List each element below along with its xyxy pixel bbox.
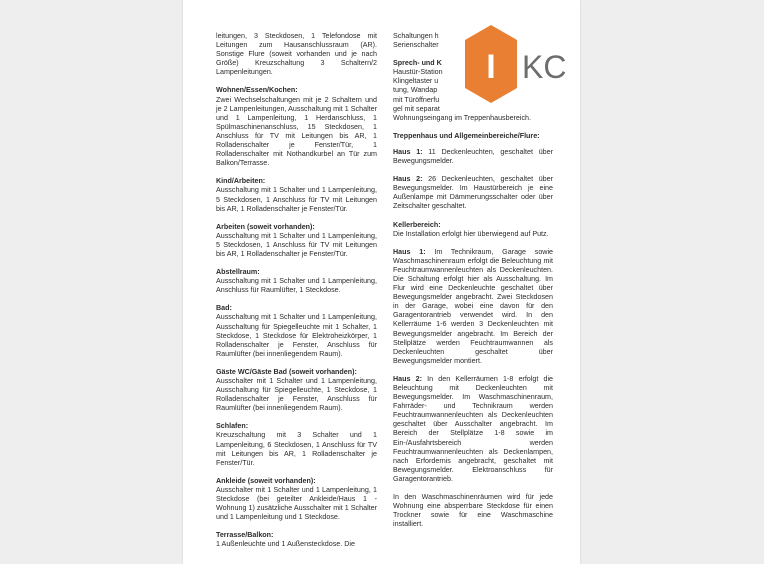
section-text: Wohnungseingang im Treppenhausbereich. [393,113,532,122]
section [393,493,553,529]
section-heading: Ankleide (soweit vorhanden): [216,476,316,485]
section [216,268,377,295]
section-text: In den Waschmaschinenräumen wird für jede Wohnung eine absperrbare Steckdose für einen Trockner sowie für eine Waschmaschine installiert. [393,493,553,529]
section-text [393,175,553,211]
section-text [393,375,553,484]
section-heading: Bad: [216,304,232,313]
section [216,422,377,467]
section [393,248,553,366]
section-text: Serienschalter [393,41,439,50]
section-heading: Wohnen/Essen/Kochen: [216,86,298,95]
section-heading: Treppenhaus und Allgemeinbereiche/Flure: [393,131,540,140]
section [216,32,377,77]
section-text: Ausschaltung mit 1 Schalter und 1 Lampenleitung, 5 Steckdosen, 1 Anschluss für TV mit Leitungen bis AR, 1 Rolladenschalter je Fenster/Tür. [216,231,377,258]
house-label: Haus 2: [393,175,423,184]
section-text: Kreuzschaltung mit 3 Schalter und 1 Lampenleitung, 6 Steckdosen, 1 Anschluss für TV mit Leitungen bis AR, 1 Rolladenschalter je Fenster/Tür. [216,431,377,467]
house-label: Haus 1: [393,147,423,156]
house-label: Haus 1: [393,247,426,256]
section-text: Ausschalter mit 1 Schalter und 1 Lampenleitung, 1 Steckdose (bei geteilter Ankleide/Haus 1 - Wohnung 1) zusätzliche Ausschalter mit 1 Schalter und 1 Lampenleitung und 1 Steckdose. [216,485,377,522]
section-text: 1 Außenleuchte und 1 Außensteckdose. Die [216,540,355,549]
section [216,368,377,413]
section-heading: Schlafen: [216,422,249,431]
section [393,375,553,484]
section-text: Haustür-Station [393,68,443,77]
section-text: Schaltungen h [393,32,439,40]
section-text: Klingeltaster u [393,77,439,86]
house-text: 26 Deckenleuchten, geschaltet über Bewegungsmelder. Im Haustürbereich je eine Außenlampe mit Dämmerungsschalter oder über Zeitschalter geschaltet. [393,175,553,211]
logo-letter: I [486,48,496,86]
section-heading: Kind/Arbeiten: [216,177,266,186]
section-text: gel mit separat [393,104,440,113]
section [216,86,377,168]
section-text [393,248,553,366]
section [216,531,377,549]
section [216,223,377,259]
house-text: In den Kellerräumen 1-8 erfolgt die Beleuchtung mit Deckenleuchten mit Bewegungsmelder. Im Waschmaschinenraum, Fahrräder- und Technikraum werden Feuchtraumwannenleuchten als Deckenleuchten geschaltet über Ausschalter angebracht. Im Bereich der Stellplätze 1-8 sowie im Ein-/Ausfahrtsbereich werden Feuchtraumwannenleuchten als Deckenlampen, nach Erfordernis angebracht, geschaltet mit Bewegungsmelder. Elektroanschluss für Garagentorantrieb. [393,374,554,483]
section-text: Die Installation erfolgt hier überwiegend auf Putz. [393,229,549,238]
section [393,132,553,141]
section-text: Ausschaltung mit 1 Schalter und 1 Lampenleitung, 5 Steckdosen, 1 Anschluss für TV mit Leitungen bis AR, 1 Rolladenschalter je Fenster/Tür. [216,186,377,213]
section [216,304,377,359]
house-label: Haus 2: [393,374,422,383]
section-text: leitungen, 3 Steckdosen, 1 Telefondose mit Leitungen zum Hausanschlussraum (AR). Sonstige Flure (soweit vorhanden und je nach Größe) Kreuzschaltung 3 Schaltern/2 Lampenleitungen. [216,32,377,77]
section-text: Ausschaltung mit 1 Schalter und 1 Lampenleitung, Anschluss für Raumlüfter, 1 Steckdose. [216,277,377,295]
section-text [393,148,553,166]
section-text: mit Türöffnerfu [393,95,440,104]
document-page [183,0,580,564]
left-column [216,32,377,559]
section [393,148,553,166]
section-heading: Gäste WC/Gäste Bad (soweit vorhanden): [216,367,357,376]
section-heading: Arbeiten (soweit vorhanden): [216,222,315,231]
section [216,177,377,213]
section-text: Zwei Wechselschaltungen mit je 2 Schaltern und je 2 Lampenleitungen, Ausschaltung mit 1 Schalter und 1 Lampenleitung, 1 Herdanschluss, 1 Spülmaschinenanschluss, 15 Steckdosen, 1 Anschluss für TV mit Leitungen bis AR, 1 Rolladenschalter je Fenster/Tür, 1 Rolladenschalter mit Nothandkurbel an Tür zum Balkon/Terrasse. [216,95,377,168]
house-text: 11 Deckenleuchten, geschaltet über Bewegungsmelder. [393,147,553,166]
section-heading: Sprech- und K [393,59,442,68]
section-heading: Kellerbereich: [393,220,441,229]
section-heading: Terrasse/Balkon: [216,531,274,540]
ikc-logo [463,24,573,104]
logo-graphic [463,24,573,104]
section-text: tung, Wandap [393,86,438,95]
section [216,477,377,522]
right-column [393,32,553,538]
section-heading: Abstellraum: [216,268,260,277]
logo-text: KC [522,49,567,85]
house-text: Im Technikraum, Garage sowie Waschmaschinenraum erfolgt die Beleuchtung mit Feuchtraumwannenleuchten als Deckenleuchten. Die Schaltung erfolgt hier als Ausschaltung. Im Flur wird eine Deckenleuchte geschaltet über Bewegungsmelder angebracht. Zwei Steckdosen in der Garage, wobei eine davon für den Garagentorantrieb verwendet wird. In den Kellerräume 1-6 werden 3 Deckenleuchten mit Bewegungsmelder angebracht. Im Bereich der Stellplätze werden Feuchtraumwannen als Deckenleuchten geschaltet über Bewegungsmelder montiert. [393,247,554,365]
section-text: Ausschalter mit 1 Schalter und 1 Lampenleitung, Ausschaltung für Spiegelleuchte, 1 Steckdose, 1 Rolladenschalter je Fenster, Anschluss für Raumlüfter (bei innenliegendem Raum). [216,377,377,413]
section [393,175,553,211]
section-text: Ausschaltung mit 1 Schalter und 1 Lampenleitung, Ausschaltung für Spiegelleuchte mit 1 Schalter, 1 Steckdose, 1 Steckdose für Elektroheizkörper, 1 Rolladenschalter je Fenster, Anschluss für Raumlüfter (bei innenliegendem Raum). [216,313,377,358]
section [393,221,553,239]
